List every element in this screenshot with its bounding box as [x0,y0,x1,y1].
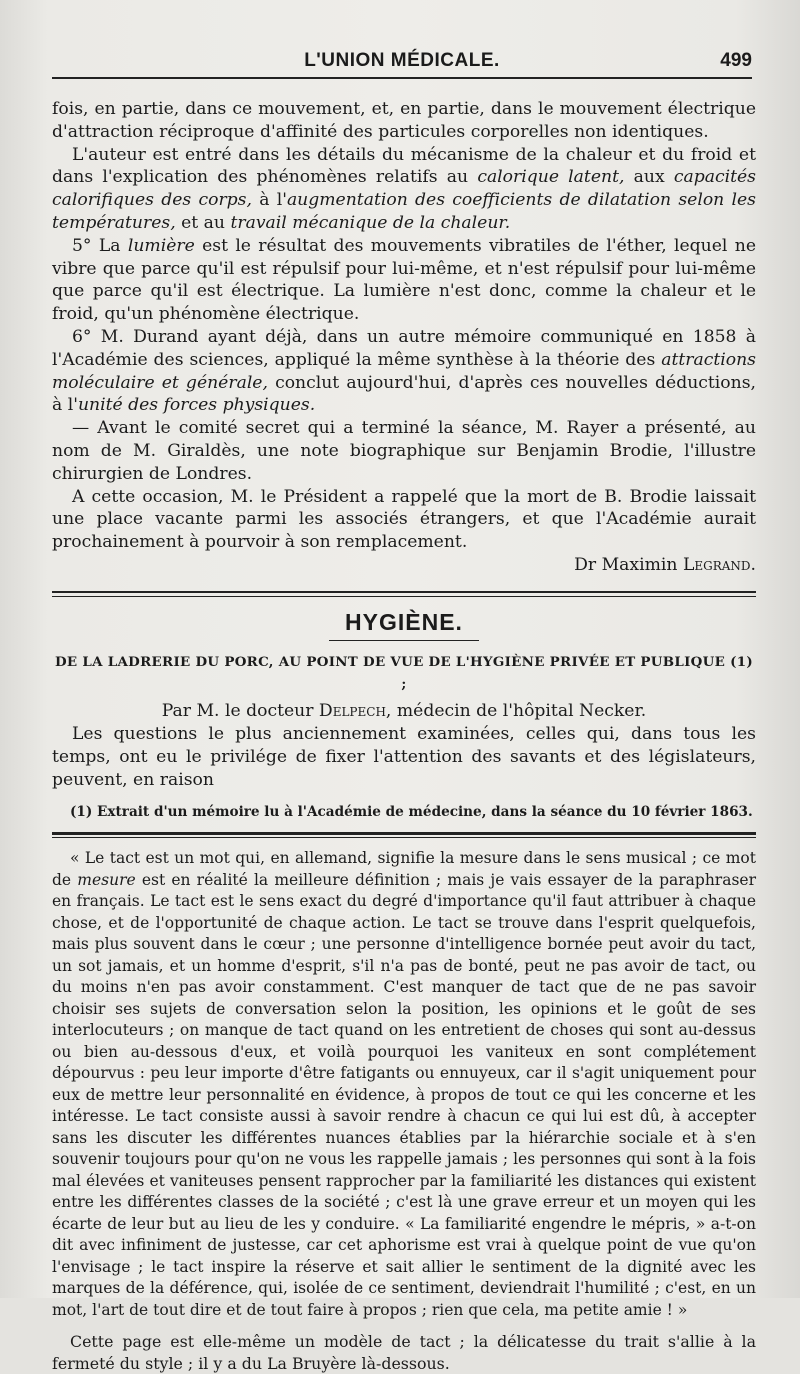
paragraph-5-text: — Avant le comité secret qui a terminé la séance, M. Rayer a présenté, au nom de M. Giraldès, une note biographique sur Benjamin Brodie, l'illustre chirurgien de Londres. [52,418,756,484]
paragraph-3 [52,235,756,326]
paragraph-6-text: A cette occasion, M. le Président a rappelé que la mort de B. Brodie laissait une place vacante parmi les associés étrangers, et que l'Académie aurait prochainement à pourvoir à son remplacement. [52,486,756,553]
paragraph-3-text-a: 5° La [72,235,128,256]
paragraph-1-text: fois, en partie, dans ce mouvement, et, en partie, dans le mouvement électrique d'attraction réciproque d'affinité des particules corporelles non identiques. [52,99,756,142]
signature-name: Legrand. [682,554,756,575]
paragraph-2-text-a: L'auteur est entré dans les détails du mécanisme de la chaleur et du froid et dans l'explication des phénomènes relatifs au [52,144,756,188]
paragraph-5 [52,417,756,485]
quote-text-b: est en réalité la meilleure définition ; mais je vais essayer de la paraphraser en français. Le tact est le sens exact du degré d'importance qu'il faut attribuer à chaque chose, et de l'opportunité de chaque action. Le tact se trouve dans l'esprit quelquefois, mais plus souvent dans le cœur ; une personne d'intelligence bornée peut avoir du tact, un sot jamais, et un homme d'esprit, s'il n'a pas de bonté, peut ne pas avoir de tact, ou du moins n'en pas avoir constamment. C'est manquer de tact que de ne pas savoir choisir ses sujets de conversation selon la position, les opinions et le goût de ses interlocuteurs ; on manque de tact quand on les entretient de choses qui sont au-dessus ou bien au-dessous d'eux, et voilà pourquoi les vaniteux en sont complétement dépourvus : peu leur importe d'être fatigants ou ennuyeux, car il s'agit uniquement pour eux de mettre leur personnalité en évidence, à propos de tout ce qui les concerne et les intéresse. Le tact consiste aussi à savoir rendre à chacun ce qui lui est dû, à accepter sans les discuter les différentes nuances établies par la hiérarchie sociale et à s'en souvenir toujours pour qu'on ne vous les rappelle jamais ; les personnes qui sont à la fois mal élevées et vaniteuses pensent rapprocher par la familiarité les distances qui existent entre les différentes classes de la société ; c'est là une grave erreur et un moyen qui les écarte de leur but au lieu de les y conduire. « La familiarité engendre le mépris, » a-t-on dit avec infiniment de justesse, car cet aphorisme est vrai à quelque point de vue qu'on l'envisage ; le tact inspire la réserve et sait allier le sentiment de la dignité avec les marques de la déférence, qui, isolée de ce sentiment, deviendrait l'humilité ; c'est, en un mot, l'art de tout dire et de tout faire à propos ; rien que cela, ma petite amie ! » [52,870,756,1319]
quote-paragraph [52,848,756,1321]
quote-text-a: « Le tact est un mot qui, en allemand, signifie la mesure dans le sens musical ; ce mot de [52,849,756,889]
section-title: HYGIÈNE. [345,608,463,635]
byline [52,700,756,723]
quote-rule-thick [52,832,756,835]
paragraph-4-italic-1: attractions moléculaire et générale, [52,349,756,393]
paragraph-3-italic: lumière [127,235,195,256]
signature-prefix: Dr Maximin [574,554,683,575]
paragraph-2-italic-4: travail mécanique de la chaleur. [230,212,511,233]
article-body [52,98,756,1374]
paragraph-4 [52,326,756,417]
section-divider [52,591,756,597]
page-header [52,48,752,78]
paragraph-2-text-c: à l' [251,190,287,211]
paragraph-4-text-a: 6° M. Durand ayant déjà, dans un autre mémoire communiqué en 1858 à l'Académie des sciences, appliqué la même synthèse à la théorie des [52,326,756,370]
article-intro [52,723,756,791]
paragraph-2-text-b: aux [624,167,674,188]
quote-comment: Cette page est elle-même un modèle de tact ; la délicatesse du trait s'allie à la fermeté du style ; il y a du La Bruyère là-dessous. [52,1332,756,1373]
paragraph-2-italic-3: augmentation des coefficients de dilatation selon les températures, [52,190,756,233]
paragraph-2-text-d: et au [175,212,231,233]
signature [52,554,756,577]
paragraph-4-text-b: conclut aujourd'hui, d'après ces nouvelles déductions, à l' [52,372,756,416]
paragraph-2-italic-2: capacités calorifiques des corps, [52,167,757,211]
paragraph-3-text-b: est le résultat des mouvements vibratiles de l'éther, lequel ne vibre que parce qu'il est répulsif pour lui-même, et n'est répulsif pour lui-même que parce qu'il est électrique. La lumière n'est donc, comme la chaleur et le froid, qu'un phénomène électrique. [52,235,756,325]
quoted-excerpt [52,848,756,1374]
section-title-rule [329,640,479,641]
article-intro-text: Les questions le plus anciennement examinées, celles qui, dans tous les temps, ont eu le privilége de fixer l'attention des savants et des législateurs, peuvent, en raison [52,723,756,790]
paragraph-2-italic-1: calorique latent, [477,167,625,188]
paragraph-6 [52,486,756,554]
quote-rule-thin [52,837,756,838]
paragraph-1 [52,98,756,144]
running-title: L'UNION MÉDICALE. [304,50,500,71]
byline-suffix: , médecin de l'hôpital Necker. [385,701,647,722]
page-number: 499 [720,50,752,71]
quote-italic: mesure [77,870,136,889]
paragraph-4-italic-2: unité des forces physiques. [77,395,316,416]
byline-prefix: Par M. le docteur [161,701,319,722]
paragraph-2 [52,144,756,235]
byline-author: Delpech [318,701,386,722]
article-title: DE LA LADRERIE DU PORC, AU POINT DE VUE DE L'HYGIÈNE PRIVÉE ET PUBLIQUE (1) ; [55,653,753,693]
footnote: (1) Extrait d'un mémoire lu à l'Académie de médecine, dans la séance du 10 février 1863. [70,804,753,821]
header-rule [52,77,752,79]
